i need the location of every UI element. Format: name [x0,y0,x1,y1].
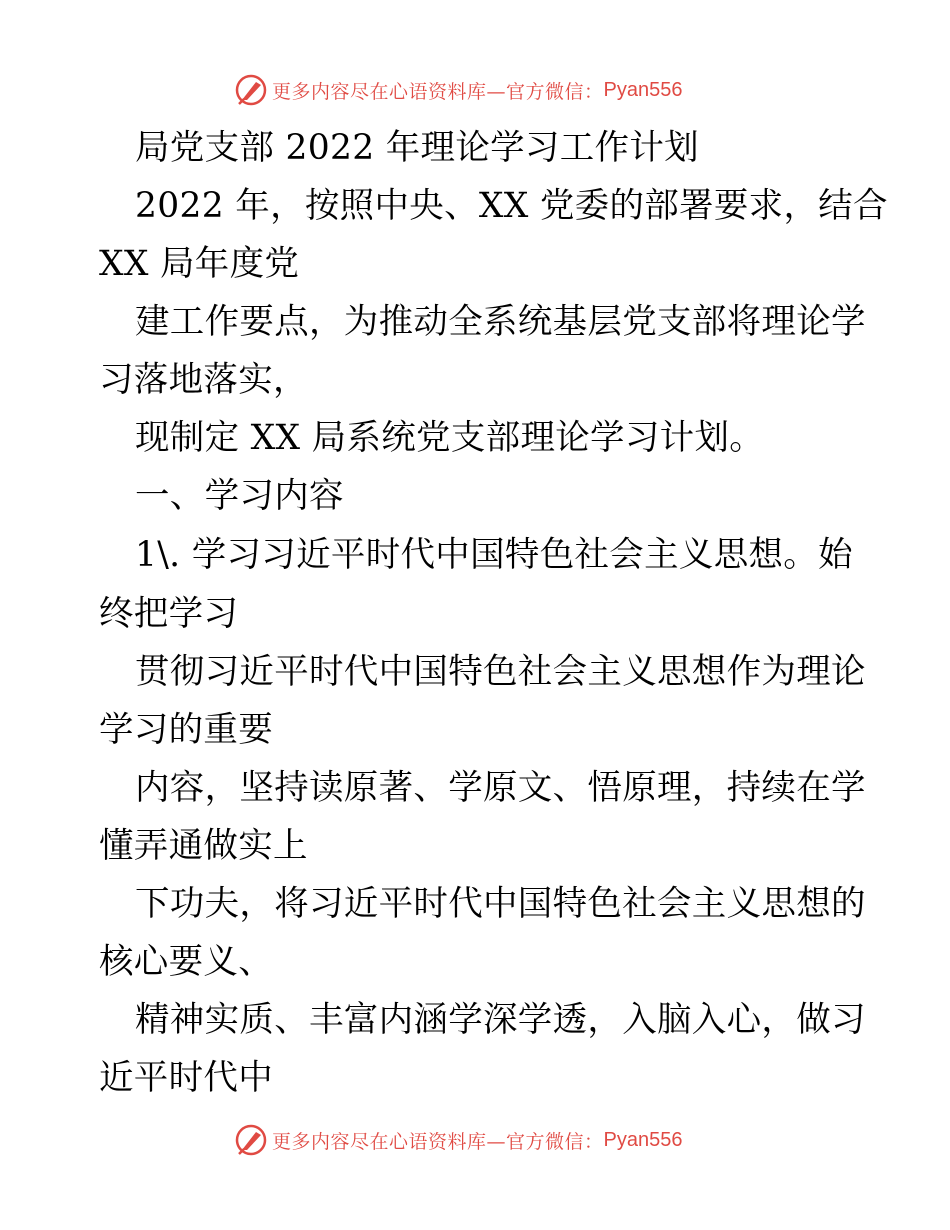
header-banner-wechat-id: Pyan556 [603,78,683,101]
paragraph-line: 内容，坚持读原著、学原文、悟原理，持续在学 [135,768,866,808]
paragraph-line: 2022 年，按照中央、XX 党委的部署要求，结合 [135,186,888,226]
paragraph-line: 核心要义、 [99,942,273,982]
footer-banner-text: 更多内容尽在心语资料库—官方微信： [272,1130,604,1153]
paragraph-line: 习落地落实， [99,360,308,400]
paragraph-line: 近平时代中 [99,1058,273,1098]
paragraph-line: 终把学习 [99,594,239,634]
quill-pen-logo-icon [234,73,268,107]
paragraph-line: XX 局年度党 [99,244,300,284]
header-watermark-banner [234,72,682,108]
paragraph-line: 下功夫，将习近平时代中国特色社会主义思想的 [135,884,866,924]
quill-pen-logo-icon [234,1123,268,1157]
header-banner-text: 更多内容尽在心语资料库—官方微信： [272,80,604,103]
paragraph-line: 贯彻习近平时代中国特色社会主义思想作为理论 [135,652,866,692]
section-heading: 一、学习内容 [135,476,344,516]
paragraph-line: 建工作要点，为推动全系统基层党支部将理论学 [135,302,866,342]
footer-banner-wechat-id: Pyan556 [603,1128,683,1151]
paragraph-line: 懂弄通做实上 [99,826,308,866]
paragraph-line: 现制定 XX 局系统党支部理论学习计划。 [135,418,765,458]
paragraph-line: 精神实质、丰富内涵学深学透，入脑入心，做习 [135,1000,866,1040]
paragraph-line: 1\. 学习习近平时代中国特色社会主义思想。始 [135,535,853,575]
document-title: 局党支部 2022 年理论学习工作计划 [135,128,699,168]
paragraph-line: 学习的重要 [99,710,273,750]
footer-watermark-banner [234,1122,682,1158]
